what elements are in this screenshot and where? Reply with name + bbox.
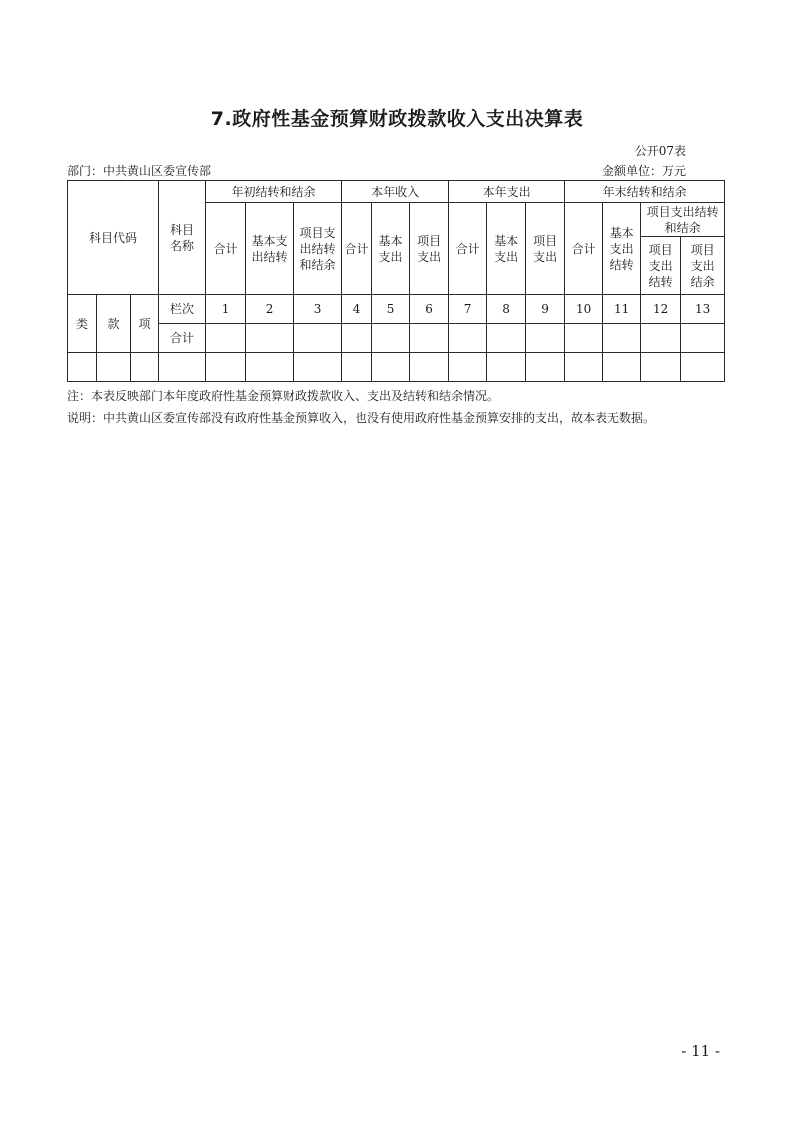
end-project-header: 项目支出结转和结余 — [641, 203, 725, 237]
fund-table — [67, 180, 725, 382]
table-cell — [681, 324, 725, 353]
table-cell — [487, 324, 526, 353]
table-cell — [246, 353, 294, 382]
end-balance-header: 年末结转和结余 — [565, 181, 725, 203]
end-total-header: 合计 — [565, 203, 603, 295]
table-cell — [603, 353, 641, 382]
table-cell — [342, 324, 372, 353]
column-number: 1 — [206, 295, 246, 324]
table-row — [68, 353, 725, 382]
column-number: 11 — [603, 295, 641, 324]
table-cell — [131, 353, 159, 382]
expense-project-header: 项目支出 — [526, 203, 565, 295]
table-cell — [565, 353, 603, 382]
explanation-text: 说明：中共黄山区委宣传部没有政府性基金预算收入，也没有使用政府性基金预算安排的支出，故本表无数据。 — [67, 411, 656, 425]
expense-basic-header: 基本支出 — [487, 203, 526, 295]
column-number: 13 — [681, 295, 725, 324]
column-number: 5 — [372, 295, 410, 324]
unit-label: 金额单位：万元 — [601, 164, 686, 178]
column-number: 8 — [487, 295, 526, 324]
column-number: 10 — [565, 295, 603, 324]
kuan-header: 款 — [97, 295, 131, 353]
table-cell — [68, 353, 97, 382]
table-cell — [410, 324, 449, 353]
column-row-label: 栏次 — [159, 295, 206, 324]
table-cell — [372, 324, 410, 353]
expense-total-header: 合计 — [449, 203, 487, 295]
subject-code-header: 科目代码 — [68, 181, 159, 295]
begin-basic-carry-header: 基本支出结转 — [246, 203, 294, 295]
table-cell — [159, 353, 206, 382]
table-cell — [342, 353, 372, 382]
table-cell — [487, 353, 526, 382]
income-header: 本年收入 — [342, 181, 449, 203]
column-number: 9 — [526, 295, 565, 324]
column-number: 2 — [246, 295, 294, 324]
income-total-header: 合计 — [342, 203, 372, 295]
begin-project-carry-balance-header: 项目支出结转和结余 — [294, 203, 342, 295]
income-project-header: 项目支出 — [410, 203, 449, 295]
column-number: 3 — [294, 295, 342, 324]
page-number: - 11 - — [681, 1042, 720, 1060]
expense-header: 本年支出 — [449, 181, 565, 203]
begin-balance-header: 年初结转和结余 — [206, 181, 342, 203]
table-cell — [526, 353, 565, 382]
table-cell — [641, 324, 681, 353]
lei-header: 类 — [68, 295, 97, 353]
end-basic-carry-header: 基本支出结转 — [603, 203, 641, 295]
end-project-balance-header: 项目支出结余 — [681, 237, 725, 295]
table-cell — [206, 324, 246, 353]
xiang-header: 项 — [131, 295, 159, 353]
column-number: 12 — [641, 295, 681, 324]
table-cell — [206, 353, 246, 382]
table-cell — [526, 324, 565, 353]
column-number: 7 — [449, 295, 487, 324]
column-number: 6 — [410, 295, 449, 324]
table-cell — [681, 353, 725, 382]
table-cell — [449, 353, 487, 382]
table-cell — [372, 353, 410, 382]
end-project-carry-header: 项目支出结转 — [641, 237, 681, 295]
table-cell — [246, 324, 294, 353]
table-cell — [294, 324, 342, 353]
form-code: 公开07表 — [634, 144, 686, 158]
note-text: 注：本表反映部门本年度政府性基金预算财政拨款收入、支出及结转和结余情况。 — [67, 389, 500, 403]
table-cell — [603, 324, 641, 353]
department-label: 部门：中共黄山区委宣传部 — [67, 164, 212, 178]
table-cell — [294, 353, 342, 382]
table-cell — [97, 353, 131, 382]
table-cell — [565, 324, 603, 353]
table-cell — [449, 324, 487, 353]
column-number: 4 — [342, 295, 372, 324]
table-cell — [410, 353, 449, 382]
page-title: 7.政府性基金预算财政拨款收入支出决算表 — [210, 108, 584, 130]
total-row-label: 合计 — [159, 324, 206, 353]
table-cell — [641, 353, 681, 382]
subject-name-header: 科目名称 — [159, 181, 206, 295]
begin-total-header: 合计 — [206, 203, 246, 295]
income-basic-header: 基本支出 — [372, 203, 410, 295]
